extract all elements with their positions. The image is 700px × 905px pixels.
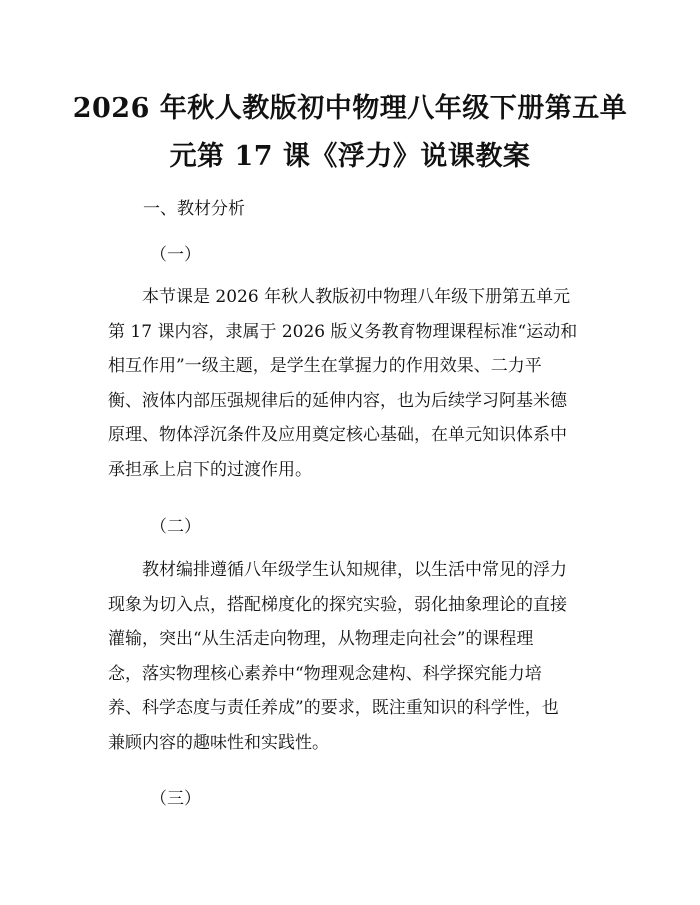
subsection-heading-3: （三） — [150, 789, 201, 809]
paragraph-line: 灌输，突出“从生活走向物理，从物理走向社会”的课程理 — [108, 629, 534, 649]
subsection-heading-1: （一） — [150, 245, 201, 265]
paragraph-1 — [108, 280, 608, 487]
paragraph-line: 教材编排遵循八年级学生认知规律，以生活中常见的浮力 — [142, 560, 567, 580]
document-title-line-2: 元第 17 课《浮力》说课教案 — [169, 141, 531, 172]
paragraph-line: 衡、液体内部压强规律后的延伸内容，也为后续学习阿基米德 — [108, 390, 567, 411]
paragraph-line: 原理、物体浮沉条件及应用奠定核心基础，在单元知识体系中 — [108, 425, 567, 445]
paragraph-line: 养、科学态度与责任养成”的要求，既注重知识的科学性，也 — [108, 698, 559, 718]
document-title-line-1: 2026 年秋人教版初中物理八年级下册第五单 — [72, 93, 628, 124]
paragraph-line: 相互作用”一级主题，是学生在掌握力的作用效果、二力平 — [108, 356, 542, 376]
paragraph-2 — [108, 553, 608, 760]
paragraph-line: 第 17 课内容，隶属于 2026 版义务教育物理课程标准“运动和 — [108, 321, 578, 342]
paragraph-line: 承担承上启下的过渡作用。 — [108, 459, 312, 480]
subsection-heading-2: （二） — [150, 517, 201, 537]
section-heading: 一、教材分析 — [143, 199, 245, 219]
paragraph-line: 本节课是 2026 年秋人教版初中物理八年级下册第五单元 — [142, 287, 571, 307]
paragraph-line: 兼顾内容的趣味性和实践性。 — [108, 732, 329, 753]
paragraph-line: 现象为切入点，搭配梯度化的探究实验，弱化抽象理论的直接 — [108, 594, 567, 615]
paragraph-line: 念，落实物理核心素养中“物理观念建构、科学探究能力培 — [108, 663, 542, 684]
